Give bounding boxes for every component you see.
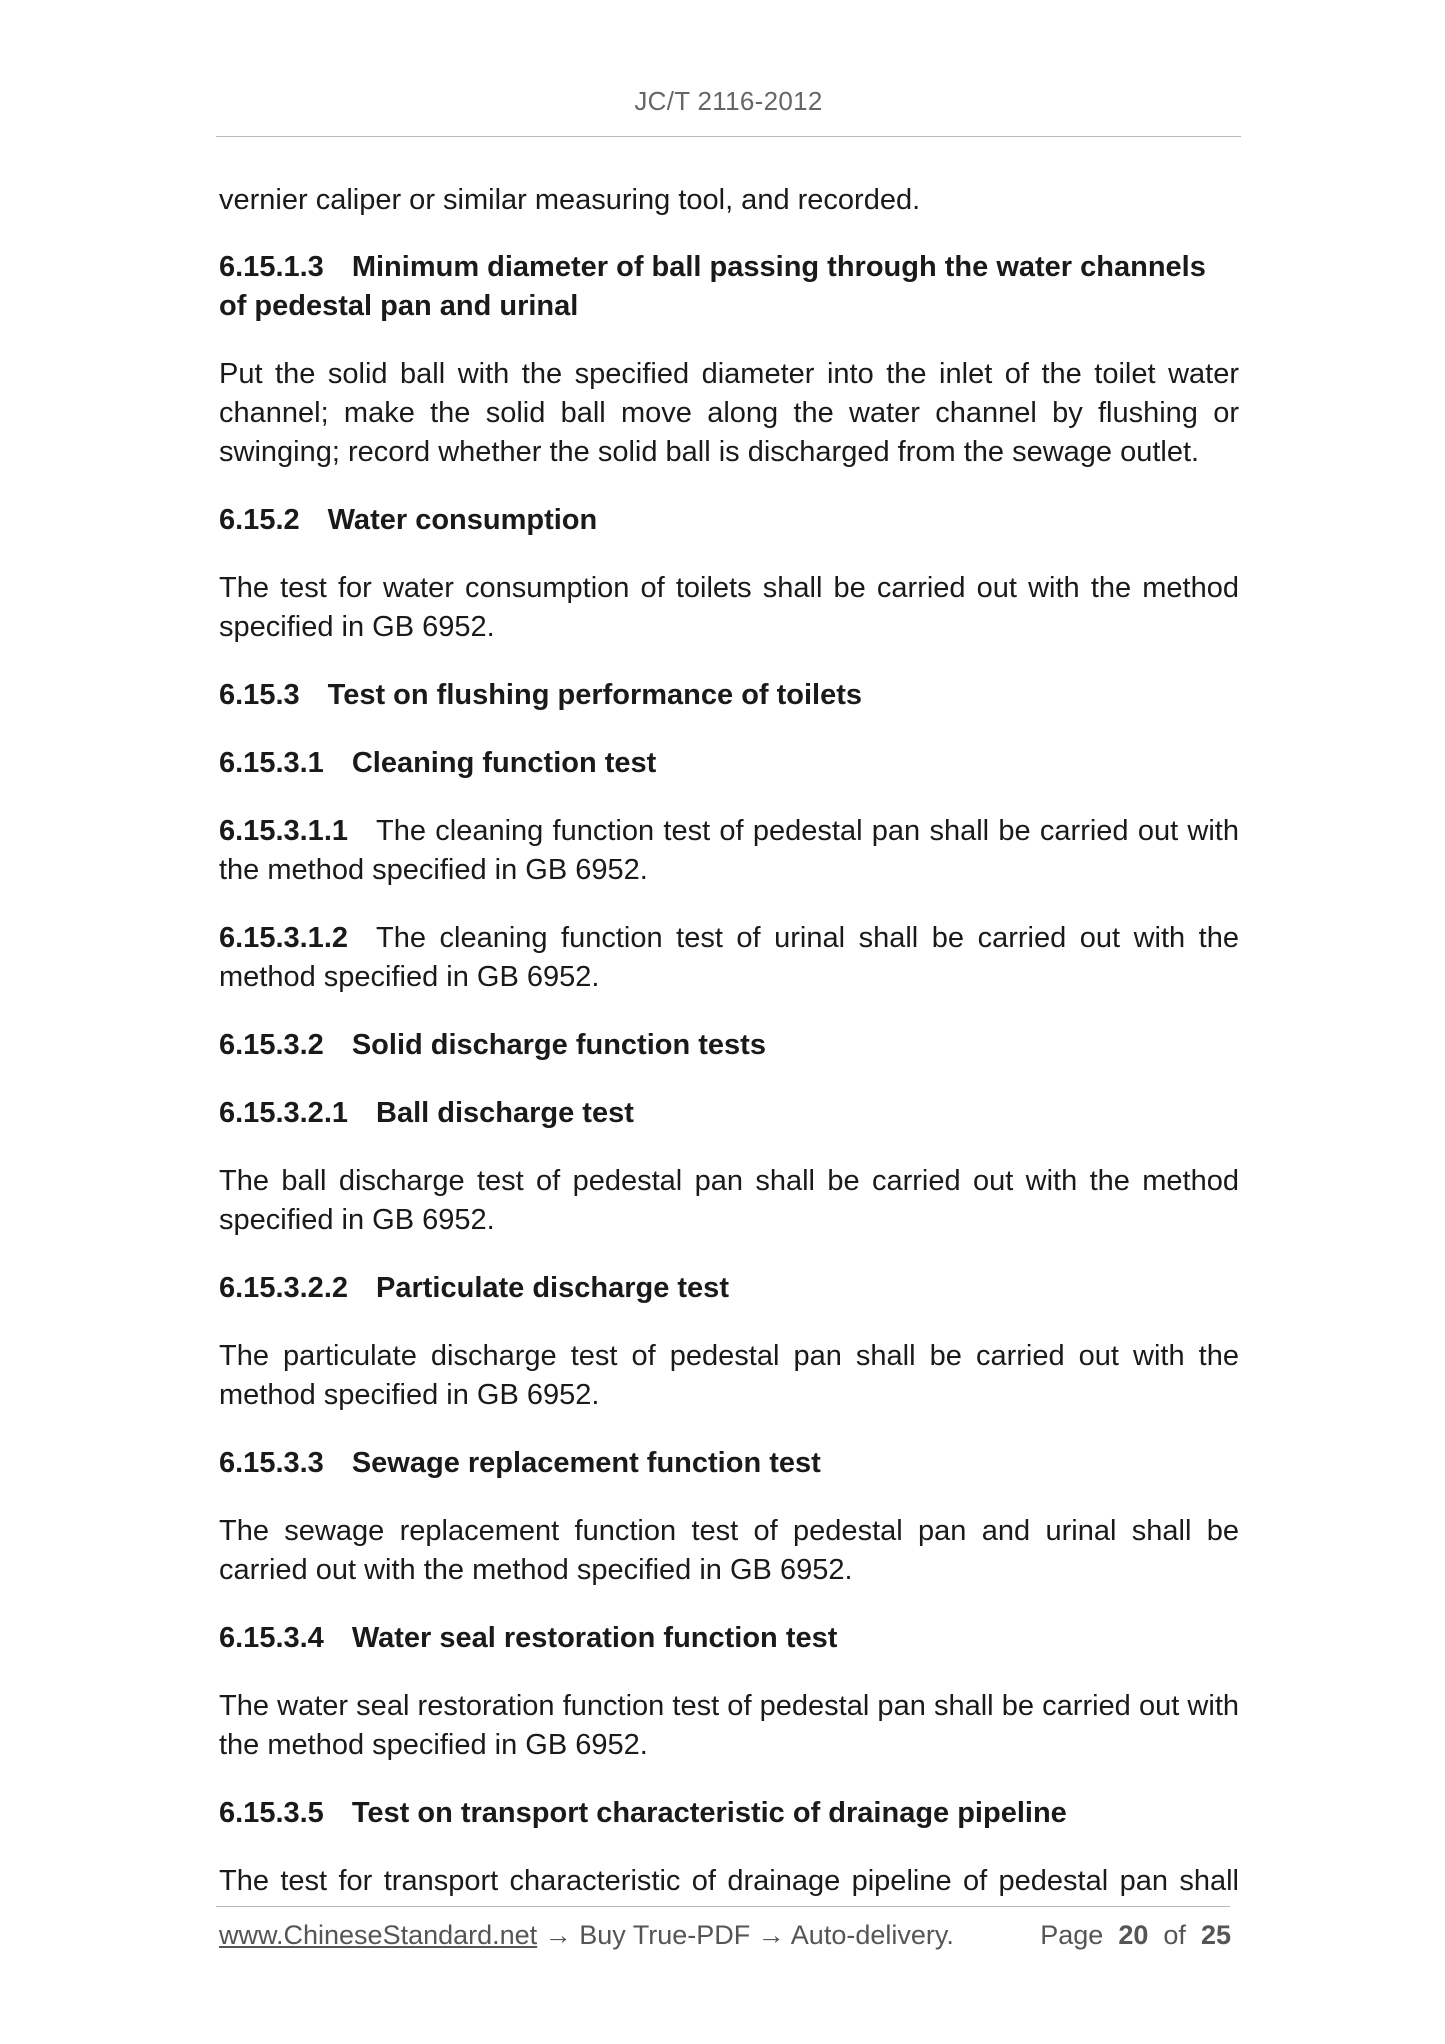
page-indicator [1040,1920,1231,1951]
page-label: Page [1040,1920,1104,1950]
paragraph-particulate-discharge: The particulate discharge test of pedestal pan shall be carried out with the method specified in GB 6952. [219,1340,1239,1411]
clause-heading-6-15-3-4: 6.15.3.4 Water seal restoration function test [219,1622,838,1654]
total-pages: 25 [1200,1920,1231,1950]
paragraph-sewage-replacement: The sewage replacement function test of pedestal pan and urinal shall be carried out with the method specified in GB 6952. [219,1515,1239,1586]
clause-heading-6-15-3-1: 6.15.3.1 Cleaning function test [219,747,657,779]
footer-divider [216,1906,1230,1907]
header-divider [216,136,1241,137]
arrow-right-icon: → [757,1920,785,1950]
clause-heading-6-15-1-3: 6.15.1.3 Minimum diameter of ball passing through the water channels of pedestal pan and urinal [219,251,1206,322]
clause-heading-6-15-3-2-1: 6.15.3.2.1 Ball discharge test [219,1097,634,1129]
clause-heading-6-15-3-3: 6.15.3.3 Sewage replacement function test [219,1447,821,1479]
clause-heading-6-15-2: 6.15.2 Water consumption [219,504,598,536]
clause-6-15-3-1-2: 6.15.3.1.2 The cleaning function test of urinal shall be carried out with the method specified in GB 6952. [219,922,1239,993]
footer-promo [219,1920,954,1951]
clause-heading-6-15-3-2: 6.15.3.2 Solid discharge function tests [219,1029,766,1061]
page-body [219,181,1239,1930]
page-footer [219,1920,1231,1960]
website-link[interactable]: www.ChineseStandard.net [219,1920,538,1950]
continuation-paragraph: vernier caliper or similar measuring tool, and recorded. [219,184,921,216]
paragraph-ball-discharge: The ball discharge test of pedestal pan shall be carried out with the method specified in GB 6952. [219,1165,1239,1236]
clause-heading-6-15-3-5: 6.15.3.5 Test on transport characteristic of drainage pipeline [219,1797,1067,1829]
of-label: of [1163,1920,1186,1950]
paragraph-water-consumption: The test for water consumption of toilets shall be carried out with the method specified in GB 6952. [219,572,1239,643]
page-number: 20 [1118,1920,1149,1950]
clause-heading-6-15-3: 6.15.3 Test on flushing performance of toilets [219,679,863,711]
paragraph-water-seal: The water seal restoration function test of pedestal pan shall be carried out with the method specified in GB 6952. [219,1690,1239,1761]
clause-6-15-3-1-1: 6.15.3.1.1 The cleaning function test of pedestal pan shall be carried out with the method specified in GB 6952. [219,815,1239,886]
arrow-right-icon: → [544,1920,572,1950]
paragraph-drainage-pipeline: The test for transport characteristic of drainage pipeline of pedestal pan shall [219,1865,1239,1897]
clause-heading-6-15-3-2-2: 6.15.3.2.2 Particulate discharge test [219,1272,729,1304]
buy-true-pdf-text: Buy True-PDF [579,1920,751,1950]
document-code-header: JC/T 2116-2012 [634,86,823,116]
paragraph-ball-procedure: Put the solid ball with the specified diameter into the inlet of the toilet water channel; make the solid ball move along the water channel by flushing or swinging; record whether the solid ball is discharged from the sewage outlet. [219,358,1239,468]
auto-delivery-text: Auto-delivery. [790,1920,954,1950]
